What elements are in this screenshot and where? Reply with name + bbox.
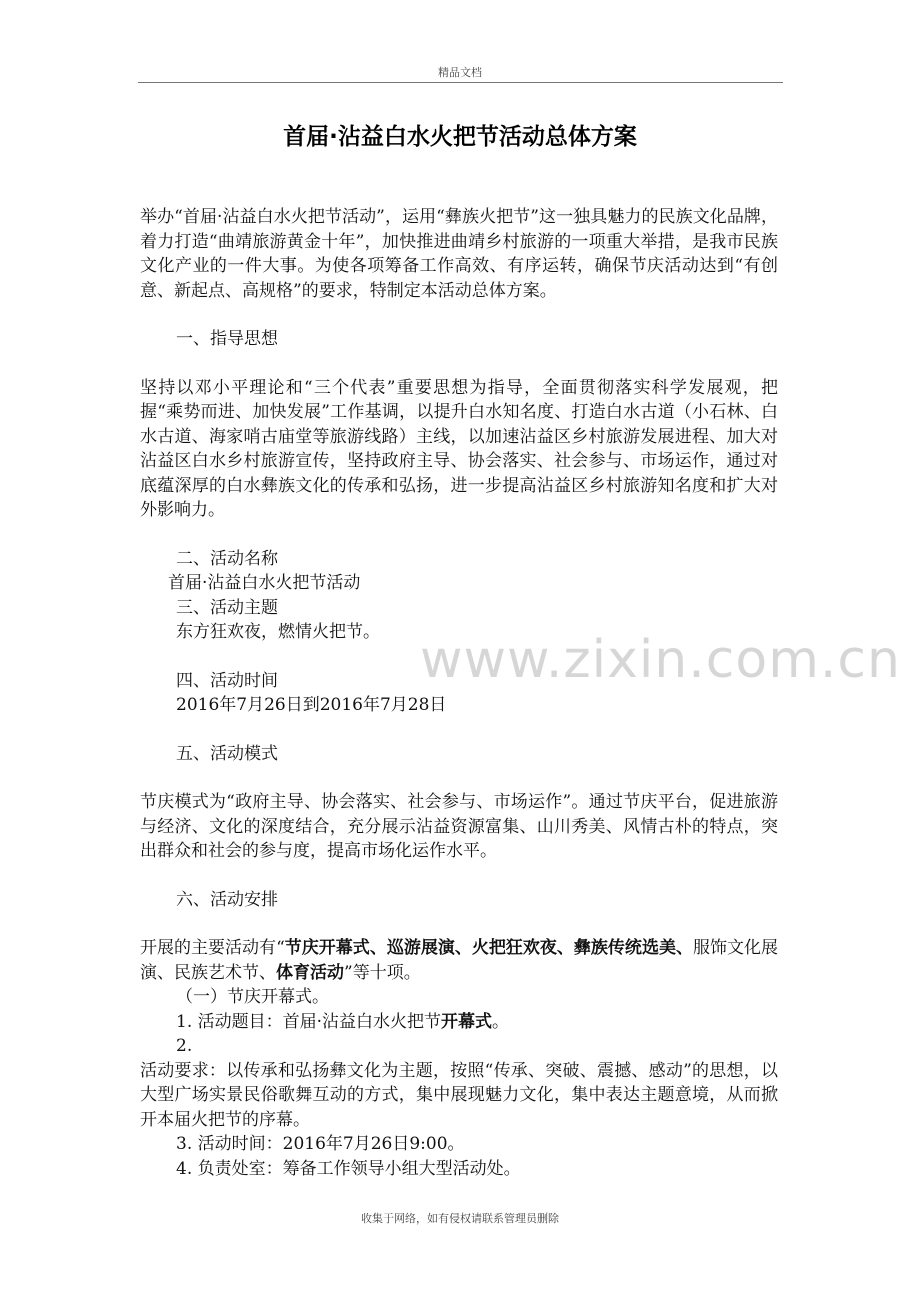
section-3-body: 东方狂欢夜，燃情火把节。 bbox=[176, 622, 380, 642]
intro-paragraph: 举办“首届·沾益白水火把节活动”，运用“彝族火把节”这一独具魅力的民族文化品牌，着力打造“曲靖旅游黄金十年”，加快推进曲靖乡村旅游的一项重大举措，是我市民族文化产业的一件大事。为使各项筹备工作高效、有序运转，确保节庆活动达到“有创意、新起点、高规格”的要求，特制定本活动总体方案。 bbox=[140, 207, 778, 301]
document-body bbox=[140, 205, 778, 1181]
section-5-heading: 五、活动模式 bbox=[176, 743, 278, 764]
watermark: www.zixin.com.cn bbox=[420, 630, 901, 690]
item-4: 4. 负责处室：筹备工作领导小组大型活动处。 bbox=[176, 1158, 521, 1179]
page-header-label: 精品文档 bbox=[438, 66, 482, 79]
item-2-body: 活动要求：以传承和弘扬彝文化为主题，按照“传承、突破、震撼、感动”的思想，以大型广场实景民俗歌舞互动的方式，集中展现魅力文化，集中表达主题意境，从而掀开本届火把节的序幕。 bbox=[140, 1060, 778, 1130]
section-6-heading: 六、活动安排 bbox=[176, 889, 278, 910]
s6-body-part-e: ”等十项。 bbox=[344, 962, 421, 983]
s6-body-bold-sports: 体育活动 bbox=[276, 962, 344, 983]
item-1-end: 。 bbox=[492, 1011, 510, 1032]
item-1-text: 1. 活动题目：首届·沾益白水火把节 bbox=[176, 1011, 442, 1032]
section-1-body: 坚持以邓小平理论和“三个代表”重要思想为指导，全面贯彻落实科学发展观，把握“乘势而进、加快发展”工作基调，以提升白水知名度、打造白水古道（小石林、白水古道、海家哨古庙堂等旅游线路）主线，以加速沾益区乡村旅游发展进程、加大对沾益区白水乡村旅游宣传，坚持政府主导、协会落实、社会参与、市场运作，通过对底蕴深厚的白水彝族文化的传承和弘扬，进一步提高沾益区乡村旅游知名度和扩大对外影响力。 bbox=[140, 377, 778, 520]
item-1-bold: 开幕式 bbox=[441, 1011, 493, 1032]
section-6-body bbox=[140, 936, 778, 985]
subsection-1-heading: （一）节庆开幕式。 bbox=[176, 987, 329, 1007]
section-2-heading: 二、活动名称 bbox=[176, 548, 278, 569]
header-rule bbox=[138, 82, 783, 83]
item-2-number: 2. bbox=[176, 1036, 193, 1056]
item-1 bbox=[140, 1010, 778, 1035]
section-4-body: 2016年7月26日到2016年7月28日 bbox=[176, 695, 447, 715]
page-footer-label: 收集于网络，如有侵权请联系管理员删除 bbox=[361, 1212, 559, 1225]
s6-body-bold-activities: 节庆开幕式、巡游展演、火把狂欢夜、彝族传统选美、 bbox=[284, 938, 693, 958]
s6-body-part-c: 服饰文化展演、民族艺术节、 bbox=[140, 938, 779, 983]
section-5-body: 节庆模式为“政府主导、协会落实、社会参与、市场运作”。通过节庆平台，促进旅游与经济、文化的深度结合，充分展示沾益资源富集、山川秀美、风情古朴的特点，突出群众和社会的参与度，提高市场化运作水平。 bbox=[140, 792, 778, 861]
section-3-heading: 三、活动主题 bbox=[176, 597, 278, 618]
section-2-body: 首届·沾益白水火把节活动 bbox=[168, 573, 361, 593]
document-title: 首届·沾益白水火把节活动总体方案 bbox=[283, 124, 637, 150]
section-1-heading: 一、指导思想 bbox=[176, 329, 278, 349]
section-4-heading: 四、活动时间 bbox=[176, 670, 278, 691]
item-3: 3. 活动时间：2016年7月26日9:00。 bbox=[176, 1134, 465, 1154]
s6-body-part-a: 开展的主要活动有“ bbox=[140, 938, 285, 958]
